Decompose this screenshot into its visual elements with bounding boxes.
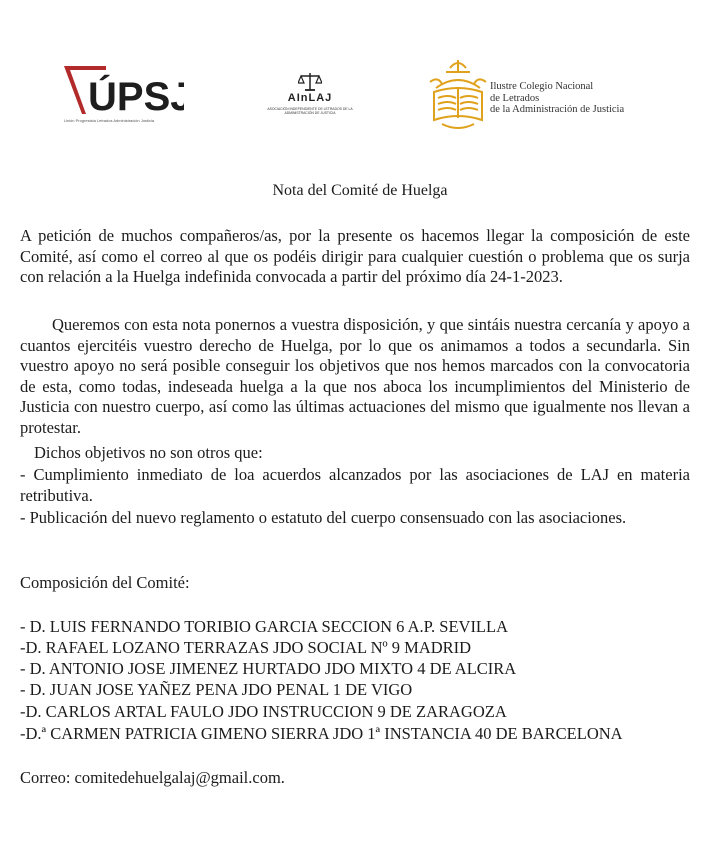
committee-member-2: -D. RAFAEL LOZANO TERRAZAS JDO SOCIAL Nº 9 MADRID	[20, 638, 472, 657]
committee-member-5: -D. CARLOS ARTAL FAULO JDO INSTRUCCION 9 DE ZARAGOZA	[20, 702, 507, 721]
ainlaj-logo-subtext: ASOCIACIÓN INDEPENDIENTE DE LETRADOS DE LA ADMINISTRACIÓN DE JUSTICIA	[267, 107, 353, 115]
committee-heading: Composición del Comité:	[20, 573, 190, 592]
upsj-logo-tagline: Unión Progresista Letrados Administración Justicia	[64, 118, 155, 123]
colegio-line-3: de la Administración de Justicia	[490, 104, 625, 115]
committee-member-4: - D. JUAN JOSE YAÑEZ PENA JDO PENAL 1 DE VIGO	[20, 680, 413, 699]
upsj-logo	[62, 62, 184, 132]
colegio-line-2: de Letrados	[490, 92, 540, 104]
colegio-logo-text	[490, 81, 624, 116]
scales-icon	[298, 72, 322, 92]
ainlaj-logo	[254, 70, 366, 122]
document-title: Nota del Comité de Huelga	[272, 182, 448, 199]
committee-member-3: - D. ANTONIO JOSE JIMENEZ HURTADO JDO MIXTO 4 DE ALCIRA	[20, 659, 517, 678]
upsj-logo-mark	[62, 62, 184, 118]
objective-item-1: - Cumplimiento inmediato de loa acuerdos alcanzados por las asociaciones de LAJ en materia retributiva.	[20, 465, 690, 505]
committee-member-1: - D. LUIS FERNANDO TORIBIO GARCIA SECCION 6 A.P. SEVILLA	[20, 617, 509, 636]
contact-email: Correo: comitedehuelgalaj@gmail.com.	[20, 768, 285, 787]
intro-paragraph: A petición de muchos compañeros/as, por la presente os hacemos llegar la composición de este Comité, así como el correo al que os podéis dirigir para cualquier cuestión o problema que os surja con relación a la Huelga indefinida convocada a partir del próximo día 24-1-2023.	[20, 226, 690, 286]
colegio-line-1: Ilustre Colegio Nacional	[490, 81, 594, 92]
objective-item-2: - Publicación del nuevo reglamento o estatuto del cuerpo consensuado con las asociaciones.	[20, 508, 627, 527]
upsj-logo-text: ÚPSJ	[88, 75, 184, 118]
colegio-crest-icon	[428, 58, 488, 134]
ainlaj-logo-text: AInLAJ	[287, 92, 333, 104]
support-paragraph: Queremos con esta nota ponernos a vuestra disposición, y que sintáis nuestra cercanía y apoyo a cuantos ejercitéis vuestro derecho de Huelga, por lo que os animamos a todos a secundarla. Sin vuestro apoyo no será posible conseguir los objetivos que nos hemos marcados con la convocatoria de esta, como todas, indeseada huelga a la que nos aboca los incumplimientos del Ministerio de Justicia con nuestro cuerpo, así como las últimas actuaciones del mismo que igualmente nos llevan a protestar.	[20, 315, 690, 437]
objectives-intro: Dichos objetivos no son otros que:	[34, 443, 263, 462]
committee-member-6: -D.ª CARMEN PATRICIA GIMENO SIERRA JDO 1ª INSTANCIA 40 DE BARCELONA	[20, 724, 623, 743]
colegio-logo	[428, 58, 678, 136]
